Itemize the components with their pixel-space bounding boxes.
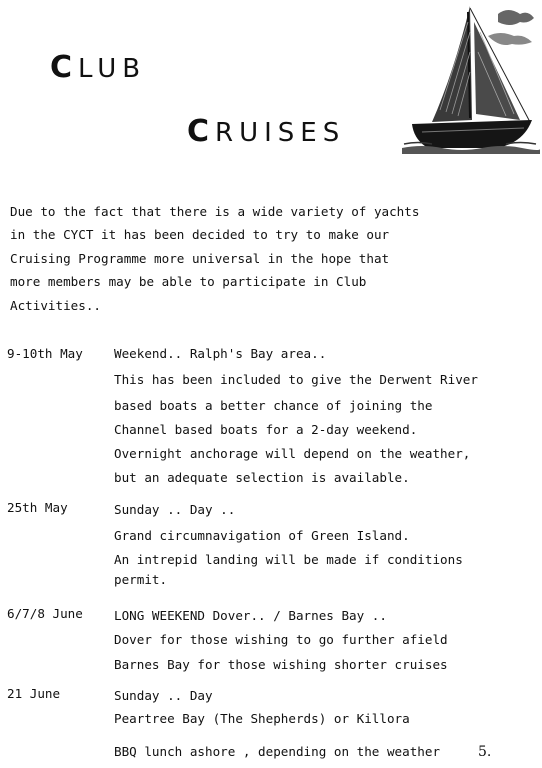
cruise-date: 21 June — [7, 686, 61, 701]
cruise-date: 9-10th May — [7, 346, 83, 361]
title-club-initial: C — [50, 50, 79, 85]
title-cruises — [187, 114, 345, 149]
cruise-line: Grand circumnavigation of Green Island. — [114, 528, 410, 543]
intro-line: in the CYCT it has been decided to try to make our — [10, 227, 390, 243]
cruise-line: BBQ lunch ashore , depending on the weather — [114, 744, 441, 759]
cruise-date: 25th May — [7, 500, 68, 515]
cruise-line: but an adequate selection is available. — [114, 470, 410, 485]
cruise-line: based boats a better chance of joining the — [114, 398, 433, 413]
cruise-line: Overnight anchorage will depend on the weather, — [114, 446, 471, 461]
title-cruises-initial: C — [187, 114, 216, 149]
title-club-rest: LUB — [78, 54, 147, 84]
cruise-line: Sunday .. Day .. — [114, 502, 236, 517]
cruise-line: Dover for those wishing to go further afield — [114, 632, 448, 647]
cruise-date: 6/7/8 June — [7, 606, 83, 621]
page-number: 5. — [478, 744, 492, 760]
cruise-line: Channel based boats for a 2-day weekend. — [114, 422, 418, 437]
title-club — [50, 50, 146, 85]
intro-paragraph — [10, 200, 510, 317]
title-cruises-rest: RUISES — [215, 118, 346, 148]
sailing-boat-illustration — [402, 2, 540, 154]
intro-line: more members may be able to participate in Club — [10, 274, 367, 290]
cruise-line: An intrepid landing will be made if conditions — [114, 552, 463, 567]
intro-line: Cruising Programme more universal in the hope that — [10, 250, 390, 266]
cruise-line: Sunday .. Day — [114, 688, 213, 703]
cruise-line: This has been included to give the Derwent River — [114, 372, 478, 387]
cruise-line: Barnes Bay for those wishing shorter cruises — [114, 657, 448, 672]
cruise-line: LONG WEEKEND Dover.. / Barnes Bay .. — [114, 608, 387, 623]
cruise-line: permit. — [114, 572, 168, 587]
intro-line: Due to the fact that there is a wide variety of yachts — [10, 204, 420, 219]
cruise-line: Weekend.. Ralph's Bay area.. — [114, 346, 327, 361]
cruise-line: Peartree Bay (The Shepherds) or Killora — [114, 711, 410, 726]
intro-line: Activities.. — [10, 297, 101, 313]
